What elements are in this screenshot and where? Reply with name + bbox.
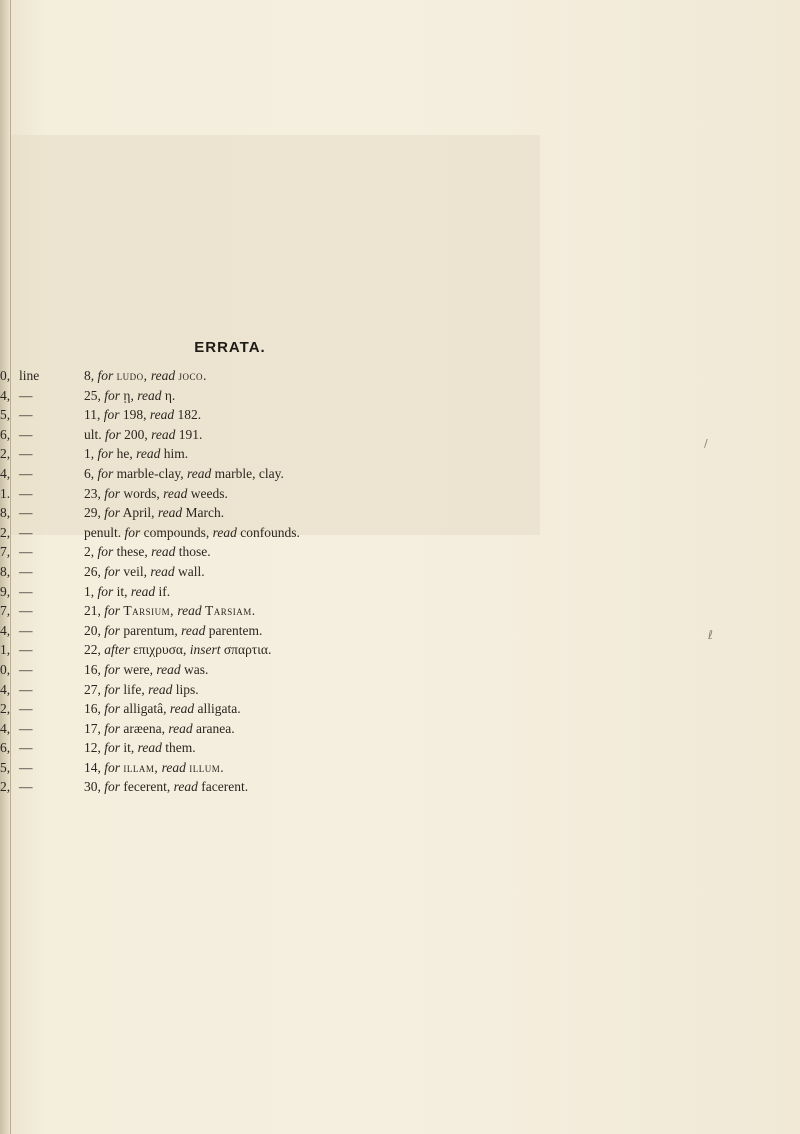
line-number: penult. (84, 524, 122, 540)
erroneous-text: it, (123, 740, 135, 756)
instruction-word: for (104, 759, 121, 775)
errata-entry (0, 719, 560, 739)
line-word: — (19, 485, 33, 501)
instruction-word: for (104, 485, 121, 501)
line-word: — (19, 642, 33, 658)
instruction-word: after (104, 642, 130, 658)
line-word: — (19, 622, 33, 638)
entry-correction (84, 405, 201, 425)
line-number: 27, (84, 681, 101, 697)
instruction-word: for (103, 407, 120, 423)
errata-entry (0, 680, 560, 700)
entry-correction (84, 444, 188, 464)
corrected-text: marble, clay. (214, 465, 284, 481)
line-number: 12, (84, 740, 101, 756)
corrected-text: joco. (178, 368, 207, 383)
page-number: 1, (0, 642, 11, 658)
errata-entry (0, 738, 560, 758)
erroneous-text: April, (122, 505, 155, 521)
instruction-word: for (104, 603, 121, 619)
entry-correction (84, 719, 235, 739)
erroneous-text: parentum, (123, 622, 178, 638)
instruction-word: for (104, 622, 121, 638)
entry-line-ref (19, 758, 33, 778)
line-number: 8, (84, 368, 95, 383)
line-word: — (19, 661, 33, 677)
erroneous-text: aræena, (123, 720, 165, 736)
instruction-word: for (104, 681, 121, 697)
entry-line-ref (19, 621, 33, 641)
corrected-text: those. (178, 544, 211, 560)
line-word: — (19, 603, 33, 619)
errata-entry (0, 484, 560, 504)
errata-entry (0, 640, 560, 660)
corrected-text: illum. (189, 759, 225, 775)
page-number: 4, (0, 387, 11, 403)
instruction-word: read (151, 544, 176, 560)
instruction-word: read (136, 446, 161, 462)
errata-entry (0, 405, 560, 425)
corrected-text: 191. (178, 426, 203, 442)
corrected-text: aranea. (196, 720, 235, 736)
errata-entry (0, 699, 560, 719)
entry-line-ref (19, 464, 33, 484)
corrected-text: March. (185, 505, 225, 521)
line-word: — (19, 407, 33, 423)
pencil-mark: / (704, 437, 708, 450)
erroneous-text: words, (123, 485, 160, 501)
page-number: 0, (0, 661, 11, 677)
line-number: 14, (84, 759, 101, 775)
instruction-word: read (130, 583, 156, 599)
entry-line-ref (19, 601, 33, 621)
corrected-text: weeds. (190, 485, 228, 501)
entry-line-ref (19, 680, 33, 700)
line-number: 17, (84, 720, 101, 736)
page-number: 6, (0, 740, 11, 756)
entry-correction (84, 503, 224, 523)
erroneous-text: 198, (122, 407, 147, 423)
entry-correction (84, 777, 248, 797)
line-word: — (19, 505, 33, 521)
line-number: 16, (84, 661, 101, 677)
line-word: — (19, 524, 33, 540)
line-word: — (19, 681, 33, 697)
erroneous-text: ῃ, (123, 387, 134, 403)
instruction-word: read (150, 368, 176, 383)
page-number: 4, (0, 622, 11, 638)
instruction-word: for (104, 740, 121, 756)
line-word: — (19, 426, 33, 442)
instruction-word: read (169, 701, 195, 717)
page-number: 2, (0, 701, 11, 717)
entry-correction (84, 640, 271, 660)
page-number: 6, (0, 426, 11, 442)
page-number: 8, (0, 505, 11, 521)
entry-correction (84, 699, 241, 719)
entry-line-ref (19, 425, 33, 445)
entry-correction (84, 680, 199, 700)
instruction-word: read (137, 740, 162, 756)
erroneous-text: Tarsium, (123, 603, 175, 619)
line-number: 22, (84, 642, 101, 658)
entry-correction (84, 738, 196, 758)
errata-entry (0, 464, 560, 484)
line-word: — (19, 544, 33, 560)
errata-entry (0, 777, 560, 797)
page-number: 4, (0, 681, 11, 697)
line-word: — (19, 387, 33, 403)
entry-correction (84, 523, 300, 543)
entry-correction (84, 758, 224, 778)
instruction-word: for (104, 779, 121, 795)
instruction-word: for (104, 720, 121, 736)
line-number: ult. (84, 426, 102, 442)
corrected-text: 182. (177, 407, 202, 423)
page-number: 5, (0, 407, 11, 423)
line-number: 11, (84, 407, 101, 423)
erroneous-text: ludo, (116, 368, 148, 383)
entry-line-ref (19, 738, 33, 758)
instruction-word: for (97, 368, 114, 383)
instruction-word: read (186, 465, 212, 481)
instruction-word: for (97, 583, 114, 599)
page-number: 4, (0, 465, 11, 481)
entry-correction (84, 425, 202, 445)
errata-entry (0, 562, 560, 582)
erroneous-text: these, (116, 544, 148, 560)
instruction-word: read (151, 426, 176, 442)
errata-entry (0, 601, 560, 621)
instruction-word: read (212, 524, 237, 540)
line-word: — (19, 740, 33, 756)
line-word: — (19, 446, 33, 462)
corrected-text: if. (158, 583, 171, 599)
page-number: 2, (0, 779, 11, 795)
instruction-word: for (97, 544, 114, 560)
entry-line-ref (19, 484, 33, 504)
instruction-word: insert (189, 642, 221, 658)
entry-correction (84, 484, 228, 504)
instruction-word: read (173, 779, 198, 795)
line-word: — (19, 701, 33, 717)
corrected-text: η. (164, 387, 176, 403)
erroneous-text: επιχρυσα, (133, 642, 187, 658)
line-word: — (19, 583, 33, 599)
corrected-text: alligata. (197, 701, 241, 717)
instruction-word: read (156, 661, 181, 677)
entry-line-ref (19, 562, 33, 582)
entry-line-ref (19, 699, 33, 719)
instruction-word: for (97, 446, 114, 462)
entry-line-ref (19, 542, 33, 562)
instruction-word: read (150, 563, 175, 579)
line-number: 26, (84, 563, 101, 579)
errata-entry (0, 582, 560, 602)
corrected-text: him. (163, 446, 189, 462)
entry-line-ref (19, 660, 33, 680)
corrected-text: wall. (178, 563, 205, 579)
entry-correction (84, 562, 205, 582)
entry-line-ref (19, 523, 33, 543)
line-number: 1, (84, 446, 95, 462)
entry-correction (84, 601, 256, 621)
errata-entry (0, 503, 560, 523)
page-number: 9, (0, 583, 11, 599)
page-number: 4, (0, 720, 11, 736)
corrected-text: lips. (175, 681, 199, 697)
instruction-word: for (104, 387, 121, 403)
erroneous-text: illam, (123, 759, 159, 775)
instruction-word: read (137, 387, 162, 403)
erroneous-text: alligatâ, (123, 701, 167, 717)
line-number: 30, (84, 779, 101, 795)
entry-correction (84, 542, 211, 562)
errata-entry (0, 444, 560, 464)
entry-correction (84, 621, 262, 641)
entry-correction (84, 660, 208, 680)
entry-correction (84, 366, 207, 386)
erroneous-text: life, (123, 681, 145, 697)
line-word: — (19, 465, 33, 481)
instruction-word: read (149, 407, 175, 423)
erroneous-text: were, (123, 661, 153, 677)
erroneous-text: marble-clay, (116, 465, 184, 481)
page-number: 2, (0, 524, 11, 540)
corrected-text: confounds. (240, 524, 300, 540)
errata-entry (0, 542, 560, 562)
entry-line-ref (19, 405, 33, 425)
instruction-word: read (177, 603, 202, 619)
entry-correction (84, 464, 284, 484)
line-word: — (19, 563, 33, 579)
corrected-text: Tarsiam. (205, 603, 256, 619)
line-number: 1, (84, 583, 95, 599)
line-word: — (19, 720, 33, 736)
erroneous-text: 200, (124, 426, 148, 442)
instruction-word: for (97, 465, 114, 481)
instruction-word: read (163, 485, 188, 501)
errata-entry (0, 660, 560, 680)
entry-correction (84, 386, 175, 406)
instruction-word: for (104, 701, 121, 717)
entry-line-ref (19, 366, 39, 386)
page-number: 2, (0, 446, 11, 462)
corrected-text: facerent. (201, 779, 249, 795)
instruction-word: read (168, 720, 193, 736)
line-number: 2, (84, 544, 95, 560)
erroneous-text: compounds, (143, 524, 210, 540)
line-word: — (19, 779, 33, 795)
line-number: 6, (84, 465, 95, 481)
entry-line-ref (19, 503, 33, 523)
entry-line-ref (19, 719, 33, 739)
line-number: 29, (84, 505, 101, 521)
entry-line-ref (19, 582, 33, 602)
line-number: 20, (84, 622, 101, 638)
instruction-word: for (104, 563, 121, 579)
line-number: 16, (84, 701, 101, 717)
corrected-text: them. (165, 740, 196, 756)
entry-line-ref (19, 777, 33, 797)
page-number: 1. (0, 485, 11, 501)
corrected-text: was. (184, 661, 209, 677)
erroneous-text: veil, (123, 563, 148, 579)
instruction-word: for (105, 426, 121, 442)
entry-line-ref (19, 640, 33, 660)
line-word: line (19, 368, 40, 383)
entry-line-ref (19, 386, 33, 406)
instruction-word: for (104, 661, 121, 677)
instruction-word: for (124, 524, 141, 540)
errata-entry (0, 386, 560, 406)
page-title: ERRATA. (194, 339, 266, 356)
line-number: 25, (84, 387, 101, 403)
corrected-text: σπαρτια. (223, 642, 272, 658)
errata-entry (0, 758, 560, 778)
page-number: 0, (0, 368, 11, 383)
erroneous-text: fecerent, (123, 779, 171, 795)
errata-entry (0, 366, 560, 386)
instruction-word: for (104, 505, 121, 521)
line-number: 23, (84, 485, 101, 501)
corrected-text: parentem. (208, 622, 263, 638)
errata-entry (0, 621, 560, 641)
erroneous-text: he, (116, 446, 133, 462)
page-number: 8, (0, 563, 11, 579)
page-number: 5, (0, 759, 11, 775)
instruction-word: read (148, 681, 173, 697)
instruction-word: read (161, 759, 186, 775)
instruction-word: read (181, 622, 206, 638)
entry-line-ref (19, 444, 33, 464)
erroneous-text: it, (116, 583, 128, 599)
entry-correction (84, 582, 170, 602)
page-number: 7, (0, 544, 11, 560)
line-number: 21, (84, 603, 101, 619)
pencil-mark: ℓ (708, 628, 713, 642)
instruction-word: read (157, 505, 183, 521)
errata-list (0, 366, 560, 797)
line-word: — (19, 759, 33, 775)
page-number: 7, (0, 603, 11, 619)
errata-entry (0, 523, 560, 543)
errata-entry (0, 425, 560, 445)
